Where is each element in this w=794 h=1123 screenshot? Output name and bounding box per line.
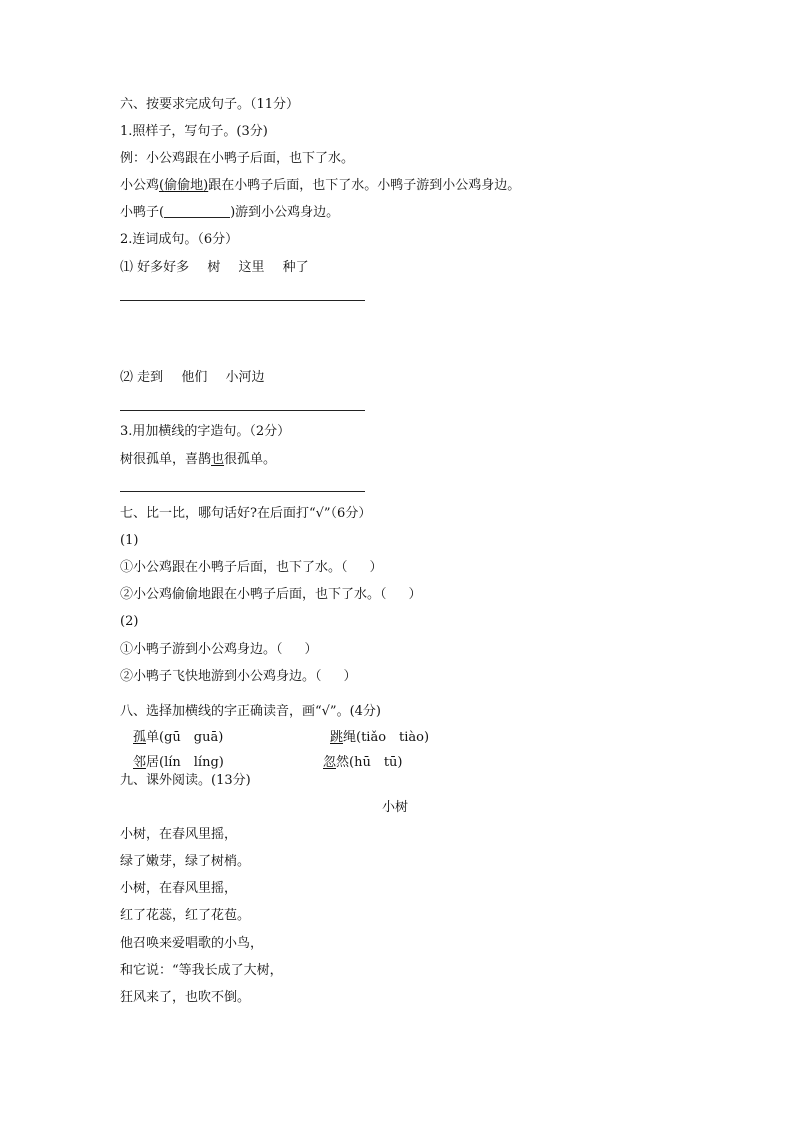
q3-underlined: 也 [211,452,225,467]
q2-item1-word: 种了 [282,260,309,275]
q3-pre: 树很孤单，喜鹊 [120,452,212,467]
q2-item1 [120,260,309,276]
word-linju [133,755,224,771]
q1-model-sentence [120,178,520,194]
poem-title: 小树 [382,800,409,815]
group1-num: (1) [120,533,139,548]
answer-line-2[interactable] [120,410,365,411]
answer-line-1[interactable] [120,300,365,301]
q2-item2 [120,370,264,386]
paren-close: ） [408,587,422,602]
underlined-char: 跳 [330,730,344,745]
answer-blank[interactable] [164,205,230,218]
option-text: ①小鸭子游到小公鸡身边。（ [120,642,283,657]
pinyin-options[interactable]: 绳(tiǎo tiào) [343,730,430,745]
q2-item1-num: ⑴ [120,260,134,275]
section6-title: 六、按要求完成句子。（11分） [120,97,300,112]
section8-title: 八、选择加横线的字正确读音，画“√”。(4分) [120,704,381,719]
group1-option-b [120,587,422,603]
poem-line: 小树，在春风里摇， [120,827,238,842]
pinyin-options[interactable]: 居(lín líng) [146,755,224,770]
pinyin-options[interactable]: 单(gū guā) [146,730,224,745]
q2-item1-word: 好多好多 [137,260,190,275]
poem-line: 狂风来了，也吹不倒。 [120,990,251,1005]
poem-line: 红了花蕊，红了花苞。 [120,908,251,923]
group2-num: (2) [120,614,139,629]
model-paren-open: ( [159,178,165,193]
task-post: )游到小公鸡身边。 [230,205,340,220]
group1-option-a [120,560,383,576]
model-post: 跟在小鸭子后面，也下了水。小鸭子游到小公鸡身边。 [208,178,521,193]
q2-item2-word: 他们 [181,370,208,385]
pinyin-options[interactable]: 然(hū tū) [336,755,403,770]
group2-option-b [120,669,357,685]
poem-line: 小树，在春风里摇， [120,881,238,896]
model-underlined: 偷偷地 [164,178,204,193]
paren-close: ） [304,642,318,657]
option-text: ②小鸭子飞快地游到小公鸡身边。（ [120,669,322,684]
q3-sentence [120,452,276,468]
task-pre: 小鸭子( [120,205,165,220]
q2-item1-word: 这里 [238,260,265,275]
q1-title: 1.照样子，写句子。(3分) [120,124,268,139]
section9-title: 九、课外阅读。(13分) [120,773,251,788]
paren-close: ） [343,669,357,684]
model-paren-close: ) [203,178,209,193]
q2-item1-word: 树 [207,260,221,275]
underlined-char: 邻 [133,755,147,770]
q2-item2-word: 小河边 [225,370,265,385]
poem-line: 他召唤来爱唱歌的小鸟， [120,936,264,951]
paren-close: ） [369,560,383,575]
option-text: ①小公鸡跟在小鸭子后面，也下了水。（ [120,560,348,575]
q3-post: 很孤单。 [224,452,277,467]
q2-title: 2.连词成句。（6分） [120,232,239,247]
poem-line: 和它说：“等我长成了大树， [120,963,283,978]
word-huran [323,755,403,771]
word-tiaosheng [330,730,429,746]
q3-title: 3.用加横线的字造句。（2分） [120,424,291,439]
q1-task-sentence [120,205,339,221]
answer-line-3[interactable] [120,491,365,492]
poem-line: 绿了嫩芽，绿了树梢。 [120,854,251,869]
q2-item2-word: 走到 [137,370,164,385]
model-pre: 小公鸡 [120,178,160,193]
section7-title: 七、比一比，哪句话好?在后面打“√”（6分） [120,506,372,521]
underlined-char: 孤 [133,730,147,745]
option-text: ②小公鸡偷偷地跟在小鸭子后面，也下了水。（ [120,587,387,602]
q2-item2-num: ⑵ [120,370,134,385]
group2-option-a [120,642,318,658]
word-gudan [133,730,223,746]
q1-example: 例：小公鸡跟在小鸭子后面，也下了水。 [120,151,355,166]
underlined-char: 忽 [323,755,337,770]
